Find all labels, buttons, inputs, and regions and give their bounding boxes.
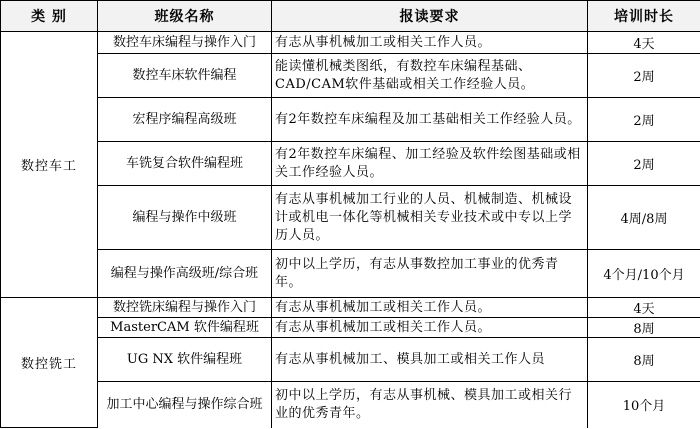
duration-cell: 10个月 [588, 382, 700, 428]
table-row [1, 54, 700, 98]
table-row [1, 250, 700, 298]
duration-cell: 2周 [588, 54, 700, 98]
table-row [1, 382, 700, 428]
requirement-cell: 有2年数控车床编程、加工经验及软件绘图基础或相关工作经验人员。 [272, 142, 588, 186]
table-row [1, 186, 700, 250]
header-row [1, 1, 700, 32]
requirement-cell: 有志从事机械加工行业的人员、机械制造、机械设计或机电一体化等机械相关专业技术或中专以上学历人员。 [272, 186, 588, 250]
class-name-cell: 加工中心编程与操作综合班 [98, 382, 272, 428]
duration-cell: 2周 [588, 142, 700, 186]
duration-cell: 2周 [588, 98, 700, 142]
duration-cell: 4周/8周 [588, 186, 700, 250]
requirement-cell: 有2年数控车床编程及加工基础相关工作经验人员。 [272, 98, 588, 142]
class-name-cell: 编程与操作高级班/综合班 [98, 250, 272, 298]
table-row [1, 338, 700, 382]
header-class-name: 班级名称 [98, 1, 272, 32]
class-name-cell: 数控车床软件编程 [98, 54, 272, 98]
requirement-cell: 有志从事机械加工或相关工作人员。 [272, 298, 588, 318]
duration-cell: 4天 [588, 298, 700, 318]
header-category: 类 别 [1, 1, 98, 32]
class-name-cell: MasterCAM 软件编程班 [98, 318, 272, 338]
table-row [1, 142, 700, 186]
requirement-cell: 能读懂机械类图纸，有数控车床编程基础、CAD/CAM软件基础或相关工作经验人员。 [272, 54, 588, 98]
table-row [1, 32, 700, 54]
class-name-cell: UG NX 软件编程班 [98, 338, 272, 382]
table-row [1, 298, 700, 318]
requirement-cell: 有志从事机械加工或相关工作人员。 [272, 318, 588, 338]
header-requirement: 报读要求 [272, 1, 588, 32]
category-cell: 数控铣工 [1, 298, 98, 428]
duration-cell: 4天 [588, 32, 700, 54]
class-name-cell: 编程与操作中级班 [98, 186, 272, 250]
requirement-cell: 有志从事机械加工、模具加工或相关工作人员 [272, 338, 588, 382]
requirement-cell: 有志从事机械加工或相关工作人员。 [272, 32, 588, 54]
class-name-cell: 数控车床编程与操作入门 [98, 32, 272, 54]
header-duration: 培训时长 [588, 1, 700, 32]
duration-cell: 8周 [588, 338, 700, 382]
class-name-cell: 车铣复合软件编程班 [98, 142, 272, 186]
table-row [1, 98, 700, 142]
class-name-cell: 宏程序编程高级班 [98, 98, 272, 142]
table-row [1, 318, 700, 338]
category-cell: 数控车工 [1, 32, 98, 298]
requirement-cell: 初中以上学历，有志从事机械、模具加工或相关行业的优秀青年。 [272, 382, 588, 428]
requirement-cell: 初中以上学历，有志从事数控加工事业的优秀青年。 [272, 250, 588, 298]
duration-cell: 4个月/10个月 [588, 250, 700, 298]
class-name-cell: 数控铣床编程与操作入门 [98, 298, 272, 318]
duration-cell: 8周 [588, 318, 700, 338]
